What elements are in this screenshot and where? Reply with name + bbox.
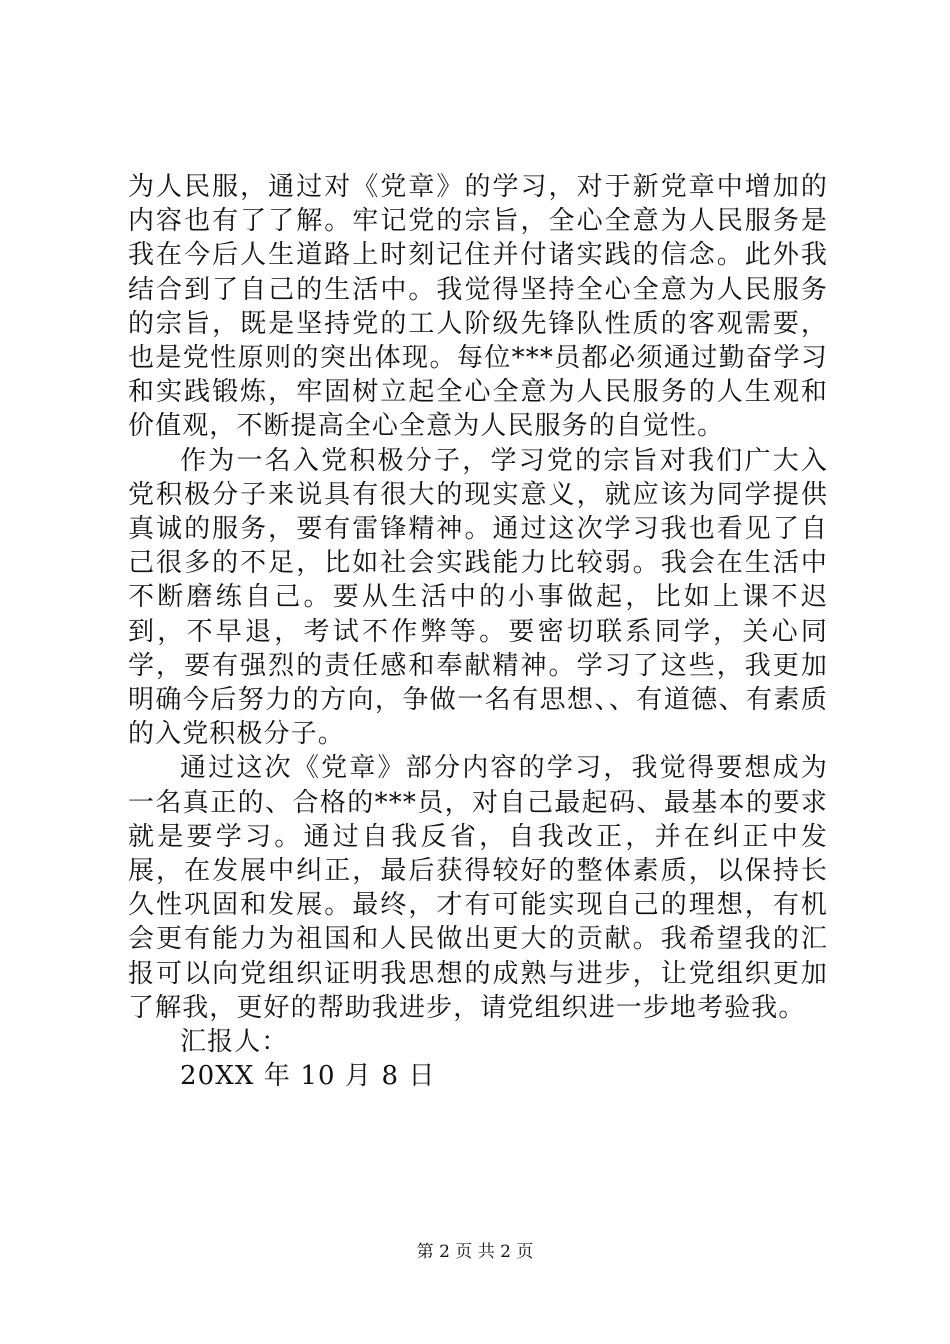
reporter-label: 汇报人：	[180, 1027, 289, 1058]
document-body	[128, 170, 828, 1093]
paragraph-1: 为人民服，通过对《党章》的学习，对于新党章中增加的内容也有了了解。牢记党的宗旨，全心全意为人民服务是我在今后人生道路上时刻记住并付诸实践的信念。此外我结合到了自己的生活中。我觉得坚持全心全意为人民服务的宗旨，既是坚持党的工人阶级先锋队性质的客观需要，也是党性原则的突出体现。每位***员都必须通过勤奋学习和实践锻炼，牢固树立起全心全意为人民服务的人生观和价值观，不断提高全心全意为人民服务的自觉性。	[128, 172, 828, 442]
paragraph-2: 作为一名入党积极分子，学习党的宗旨对我们广大入党积极分子来说具有很大的现实意义，就应该为同学提供真诚的服务，要有雷锋精神。通过这次学习我也看见了自己很多的不足，比如社会实践能力比较弱。我会在生活中不断磨练自己。要从生活中的小事做起，比如上课不迟到，不早退，考试不作弊等。要密切联系同学，关心同学，要有强烈的责任感和奉献精神。学习了这些，我更加明确今后努力的方向，争做一名有思想、、有道德、有素质的入党积极分子。	[128, 445, 828, 750]
paragraph-3: 通过这次《党章》部分内容的学习，我觉得要想成为一名真正的、合格的***员，对自己最起码、最基本的要求就是要学习。通过自我反省，自我改正，并在纠正中发展，在发展中纠正，最后获得较好的整体素质，以保持长久性巩固和发展。最终，才有可能实现自己的理想，有机会更有能力为祖国和人民做出更大的贡献。我希望我的汇报可以向党组织证明我思想的成熟与进步，让党组织更加了解我，更好的帮助我进步，请党组织进一步地考验我。	[128, 753, 828, 1023]
report-date: 20XX 年 10 月 8 日	[180, 1061, 436, 1092]
page-footer: 第 2 页 共 2 页	[416, 1242, 534, 1262]
